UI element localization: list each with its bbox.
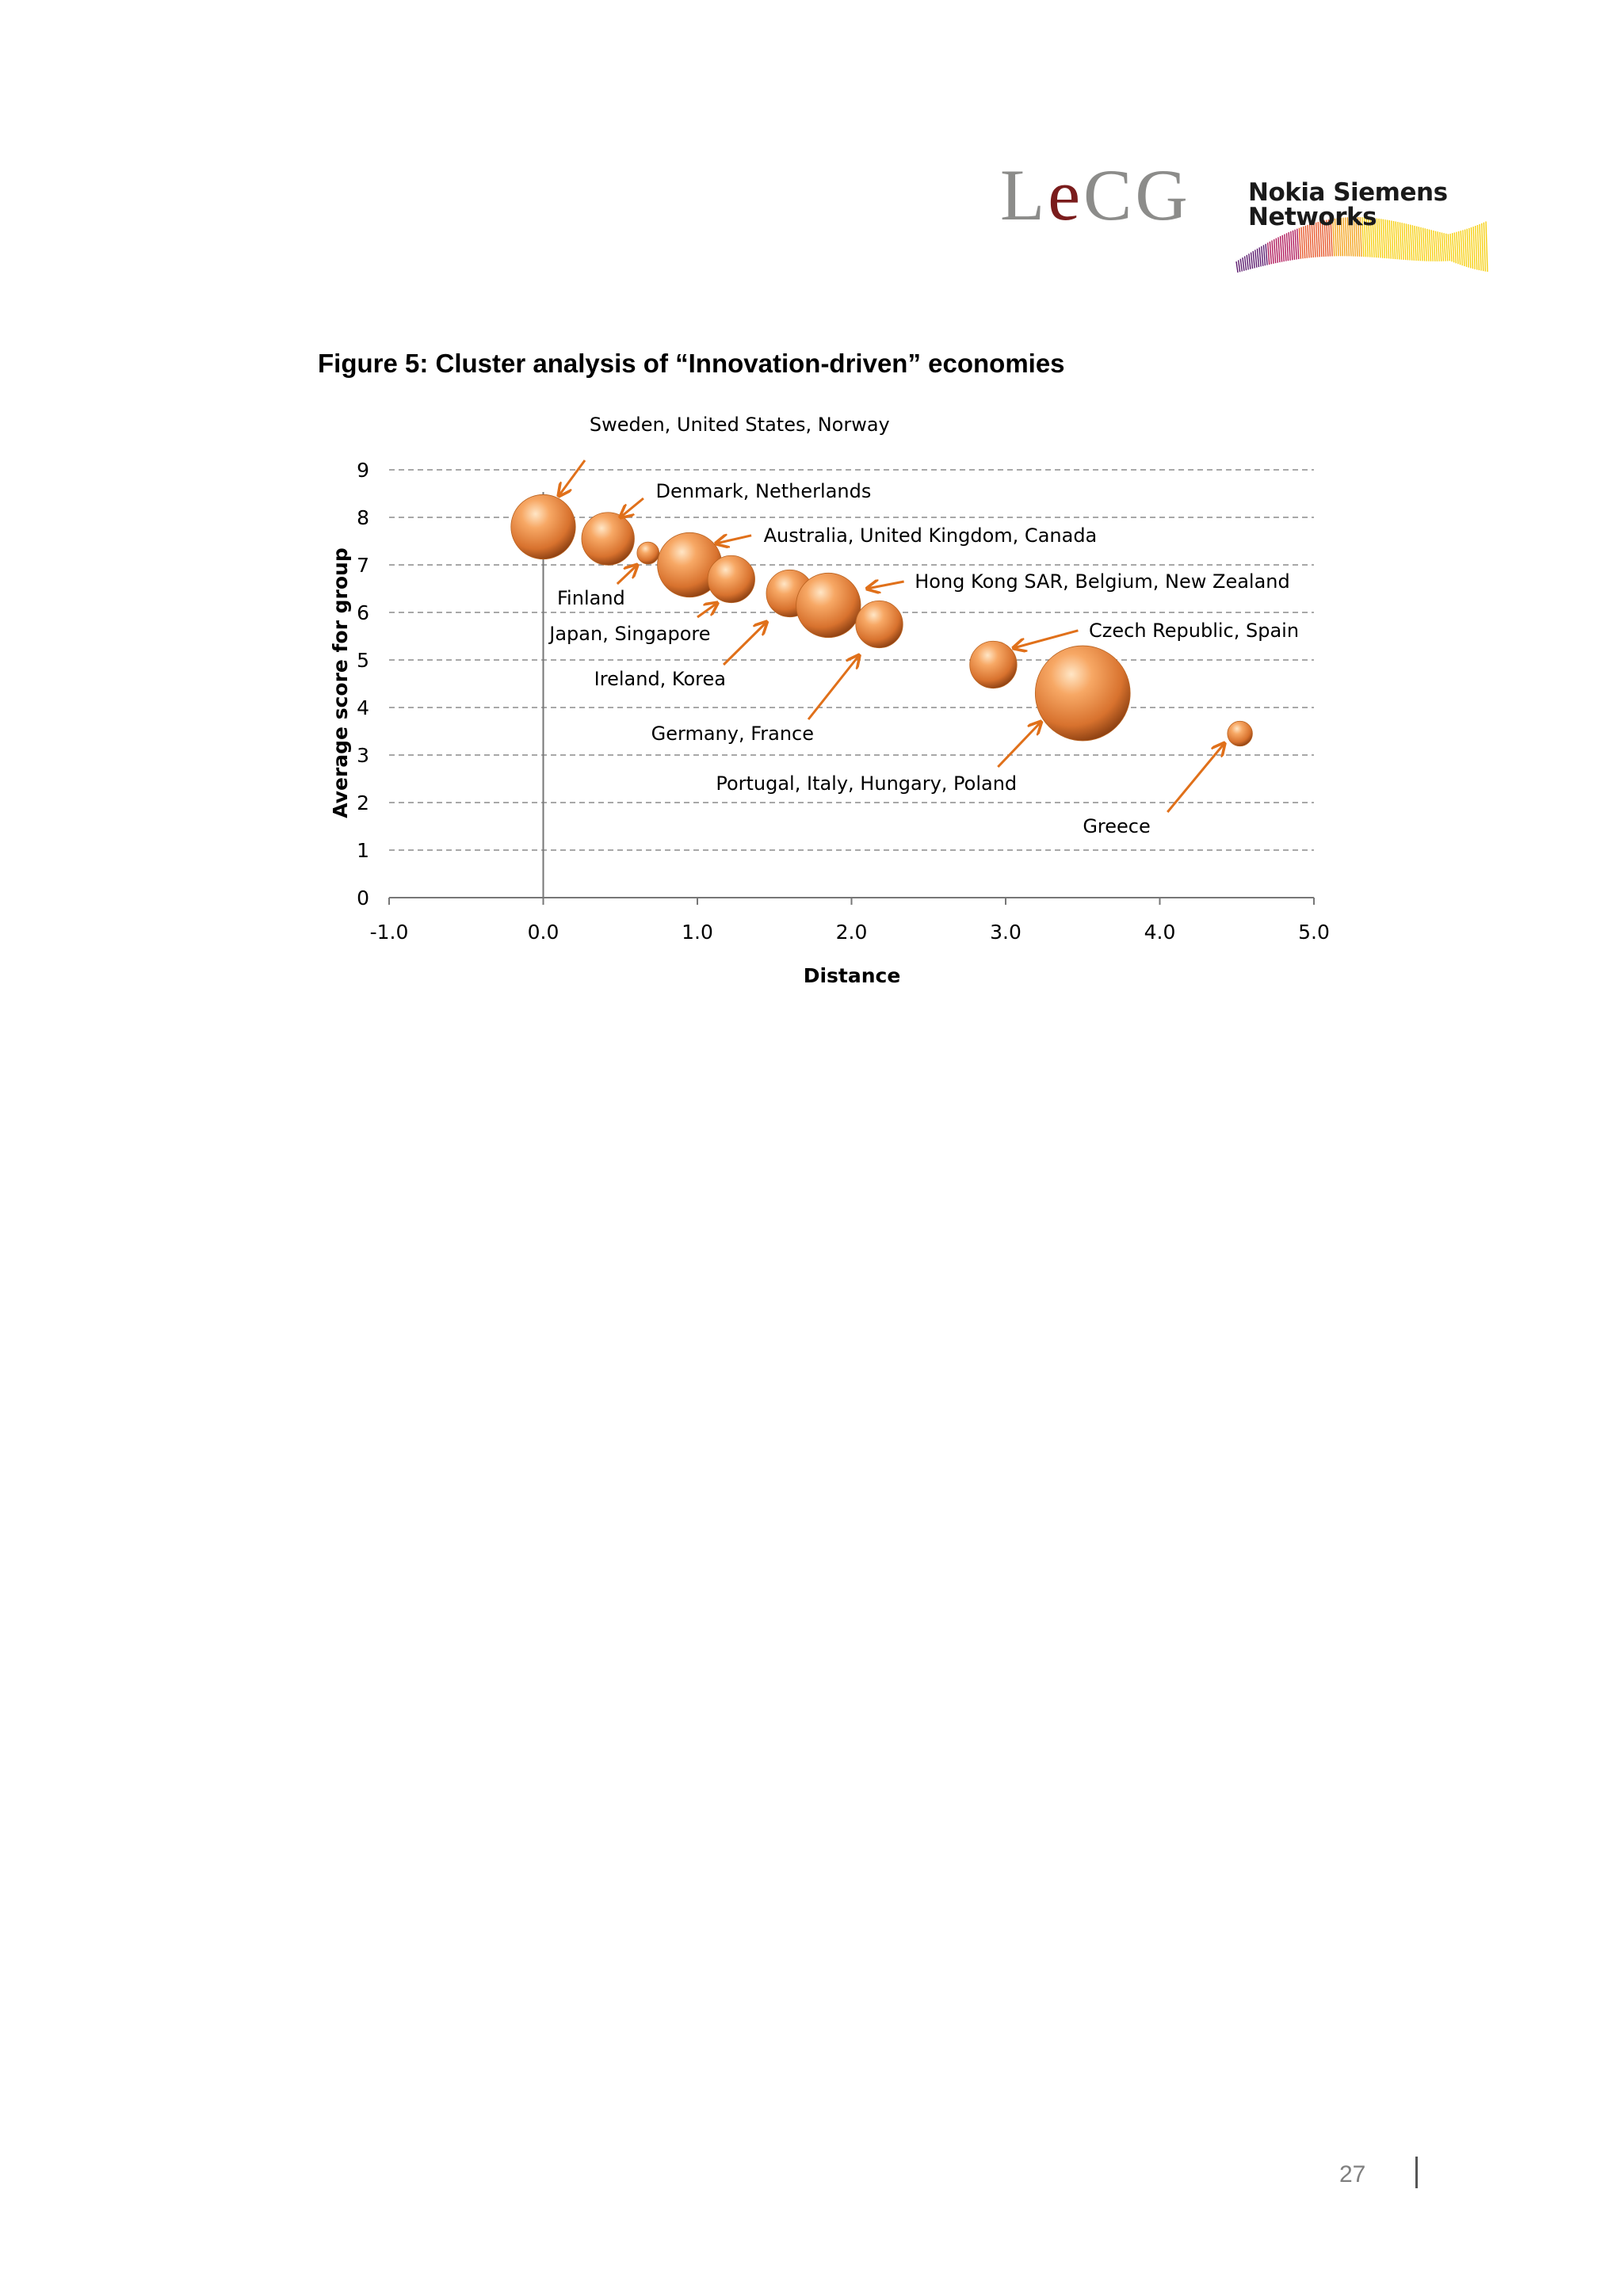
annotation-arrow	[808, 655, 859, 719]
x-tick-label: 4.0	[1144, 921, 1176, 944]
y-tick-label: 4	[357, 696, 369, 719]
page-number-divider	[1415, 2157, 1418, 2188]
y-tick-label: 1	[357, 839, 369, 862]
annotation-label: Japan, Singapore	[549, 623, 711, 645]
annotation-label: Australia, United Kingdom, Canada	[763, 524, 1098, 547]
annotation-arrow	[724, 622, 766, 665]
annotation-arrow	[1014, 631, 1079, 648]
annotation-arrow	[1167, 743, 1224, 812]
annotation-label: Sweden, United States, Norway	[589, 414, 890, 436]
x-tick-label: -1.0	[369, 921, 409, 944]
bubble	[856, 601, 903, 647]
bubble	[970, 641, 1017, 688]
bubble	[637, 542, 659, 564]
y-tick-label: 2	[357, 791, 369, 814]
x-tick-label: 0.0	[527, 921, 559, 944]
y-tick-label: 6	[357, 601, 369, 624]
x-tick-label: 2.0	[835, 921, 868, 944]
annotation-label: Portugal, Italy, Hungary, Poland	[716, 772, 1018, 795]
y-tick-label: 5	[357, 649, 369, 672]
figure-title: Figure 5: Cluster analysis of “Innovation-driven” economies	[318, 349, 1065, 378]
x-tick-label: 3.0	[990, 921, 1022, 944]
bubble	[582, 513, 634, 565]
annotation-label: Czech Republic, Spain	[1089, 619, 1300, 642]
y-tick-label: 0	[357, 887, 369, 910]
nsn-logo-line2: Networks	[1248, 203, 1377, 231]
annotation-label: Germany, France	[651, 723, 815, 745]
annotation-arrow	[621, 498, 643, 517]
annotation-label: Hong Kong SAR, Belgium, New Zealand	[915, 570, 1290, 593]
y-tick-label: 9	[357, 459, 369, 482]
annotation-arrow	[998, 722, 1041, 767]
page-number: 27	[1339, 2161, 1366, 2187]
x-tick-label: 5.0	[1298, 921, 1330, 944]
bubble	[708, 555, 754, 602]
lecg-logo-l: L	[1000, 154, 1048, 235]
annotations	[548, 414, 1299, 837]
annotation-label: Finland	[557, 587, 625, 609]
bubble	[511, 494, 575, 559]
y-axis-label: Average score for group	[329, 547, 352, 818]
annotation-arrow	[697, 603, 717, 617]
y-tick-label: 3	[357, 744, 369, 767]
bubble	[1035, 646, 1130, 741]
x-tick-label: 1.0	[682, 921, 713, 944]
nsn-logo-line1: Nokia Siemens	[1248, 178, 1448, 207]
y-tick-label: 7	[357, 554, 369, 577]
annotation-label: Denmark, Netherlands	[655, 480, 872, 502]
annotation-label: Greece	[1083, 815, 1151, 837]
annotation-arrow	[867, 582, 904, 589]
lecg-logo-cg: CG	[1083, 154, 1191, 235]
y-tick-label: 8	[357, 506, 369, 529]
bubble	[796, 573, 861, 637]
annotation-arrow	[617, 565, 637, 584]
bubble	[1228, 721, 1253, 746]
annotation-label: Ireland, Korea	[594, 668, 726, 690]
bubble-chart	[0, 0, 1623, 1030]
annotation-arrow	[716, 536, 751, 543]
lecg-logo-e: e	[1048, 154, 1084, 235]
annotation-arrow	[559, 460, 585, 496]
x-axis-label: Distance	[803, 964, 901, 987]
